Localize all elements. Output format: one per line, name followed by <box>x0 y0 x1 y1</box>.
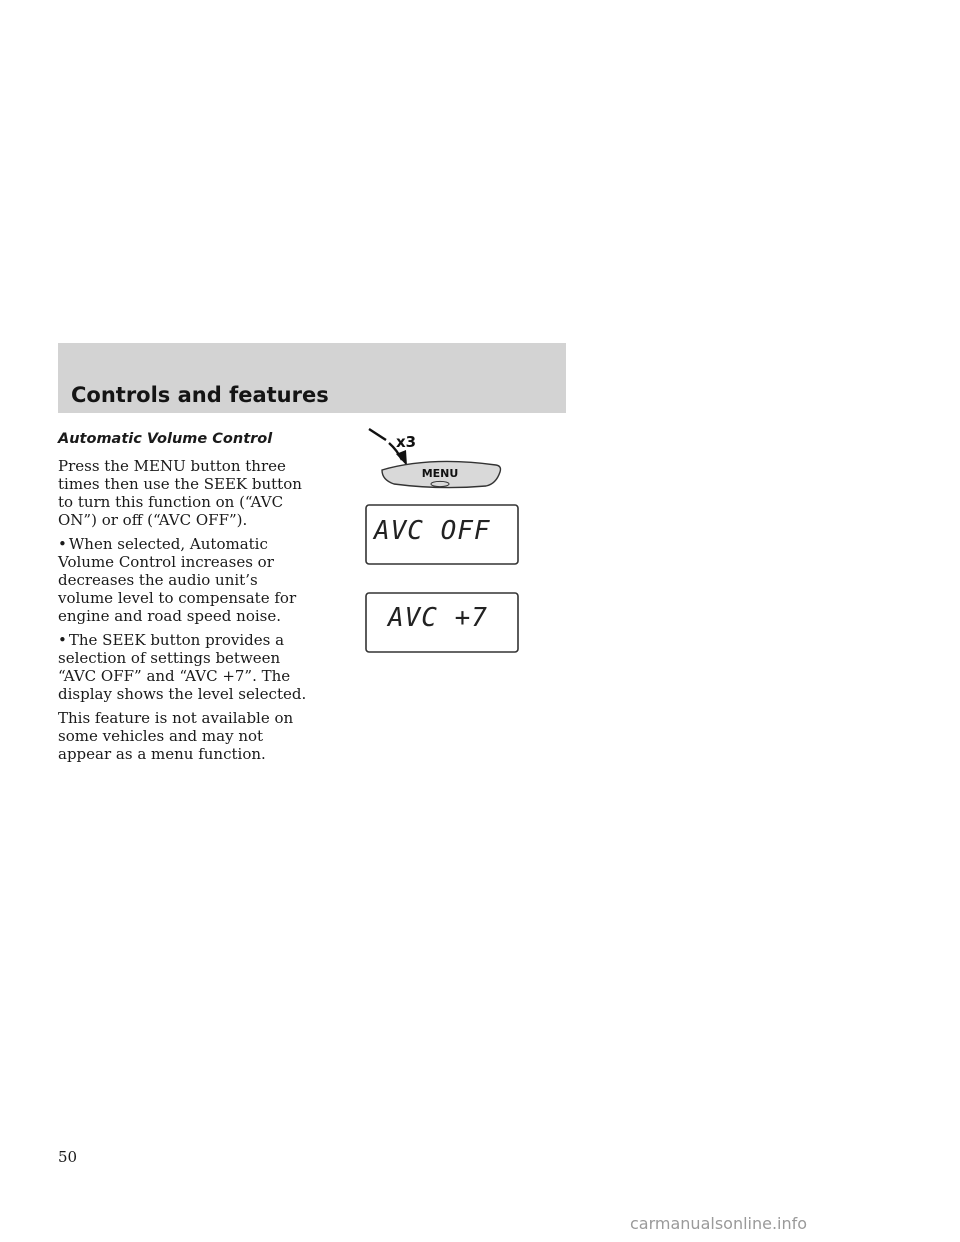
note-paragraph: This feature is not available on some vehicles and may not appear as a menu function. <box>58 709 294 763</box>
bullet-icon: • <box>58 535 67 553</box>
section-heading: Automatic Volume Control <box>58 431 273 447</box>
display-text: AVC OFF <box>374 516 491 546</box>
bullet-paragraph <box>58 631 310 703</box>
bullet-text: When selected, Automatic Volume Control increases or decreases the audio unit’s volume level to compensate for engine and road speed noise. <box>58 535 297 625</box>
menu-button-label: MENU <box>421 467 459 480</box>
avc-figure <box>360 420 530 660</box>
display-avc-off <box>366 505 518 564</box>
display-avc-plus-7 <box>366 593 518 652</box>
menu-button <box>382 461 501 487</box>
watermark: carmanualsonline.info <box>630 1214 808 1233</box>
section-header-title: Controls and features <box>71 383 329 407</box>
bullet-icon: • <box>58 631 67 649</box>
intro-paragraph: Press the MENU button three times then use the SEEK button to turn this function on (“AVC ON”) or off (“AVC OFF”). <box>58 457 302 529</box>
avc-illustration <box>360 420 530 660</box>
bullet-text: The SEEK button provides a selection of settings between “AVC OFF” and “AVC +7”. The display shows the level selected. <box>58 631 307 703</box>
text-column <box>58 430 310 769</box>
page-number: 50 <box>58 1148 78 1166</box>
section-header-band <box>58 343 566 413</box>
bullet-paragraph <box>58 535 310 625</box>
display-text: AVC +7 <box>388 603 488 633</box>
press-count-label: x3 <box>396 433 417 451</box>
